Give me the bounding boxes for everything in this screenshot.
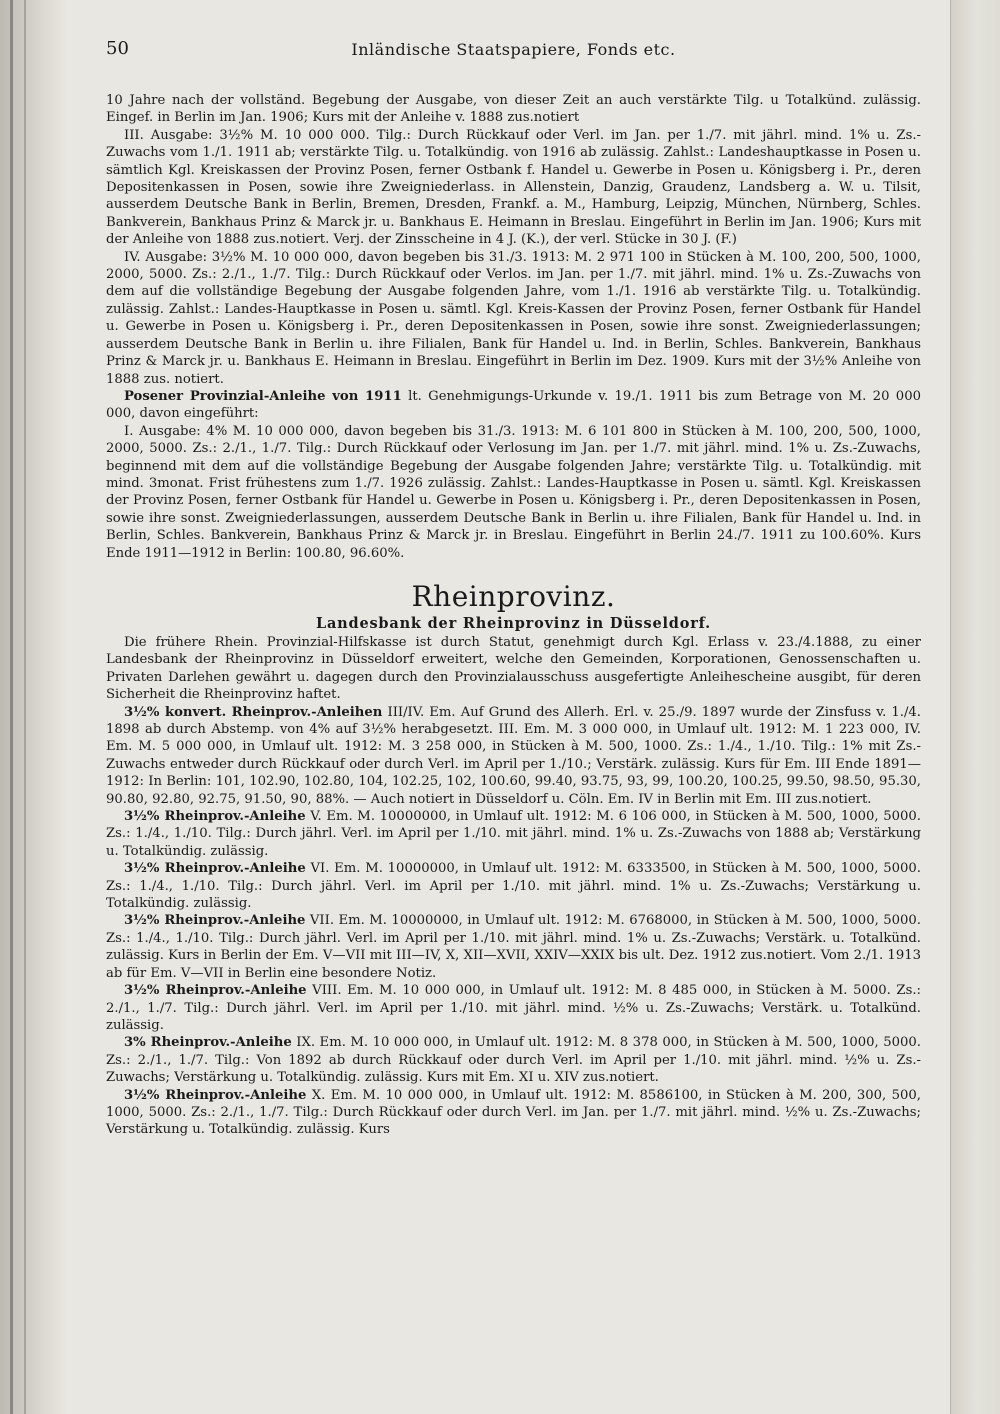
entry-lead: 3½% Rheinprov.-Anleihe (124, 861, 306, 877)
paragraph (106, 982, 921, 1034)
entry-lead: 3½% Rheinprov.-Anleihe (124, 983, 307, 999)
entry-text: lt. Genehmigungs-Urkunde v. 19./1. 1911 bis zum Betrage von M. 20 000 000, davon eingeführt: (106, 388, 921, 422)
paragraph (106, 1034, 921, 1086)
entry-text: VIII. Em. M. 10 000 000, in Umlauf ult. 1912: M. 8 485 000, in Stücken à M. 5000. Zs.: 2./1., 1./7. Tilg.: Durch jährl. Verl. im April per 1./10. mit jährl. mind. ½% u. Zs.-Zuwachs; Verstärk. u. Totalkünd. zulässig. (106, 983, 921, 1033)
paragraph (106, 912, 921, 982)
page-number: 50 (106, 38, 129, 59)
paragraph: I. Ausgabe: 4% M. 10 000 000, davon begeben bis 31./3. 1913: M. 6 101 800 in Stücken à M. 100, 200, 500, 1000, 2000, 5000. Zs.: 2./1., 1./7. Tilg.: Durch Rückkauf oder Verlosung im Jan. per 1./7. mit jährl. mind. 1% u. Zs.-Zuwachs, beginnend mit dem auf die vollständige Begebung der Ausgabe folgenden Jahre; verstärkte Tilg. u. Totalkündig. mit mind. 3monat. Frist frühestens zum 1./7. 1926 zulässig. Zahlst.: Landes-Hauptkasse in Posen u. sämtl. Kgl. Kreiskassen der Provinz Posen, ferner Ostbank für Handel u. Gewerbe in Posen u. Königsberg i. Pr., deren Depositenkassen in Posen, sowie ihre sonst. Zweigniederlassungen, ausserdem Deutsche Bank in Berlin u. ihre Filialen, Bank für Handel u. Ind. in Berlin, Schles. Bankverein, Bankhaus Prinz & Marck jr. in Breslau. Eingeführt in Berlin 24./7. 1911 zu 100.60%. Kurs Ende 1911—1912 in Berlin: 100.80, 96.60%. (106, 423, 921, 561)
entry-text: X. Em. M. 10 000 000, in Umlauf ult. 1912: M. 8586100, in Stücken à M. 200, 300, 500, 1000, 5000. Zs.: 2./1., 1./7. Tilg.: Durch Rückkauf oder durch Verl. im Jan. per 1./7. mit jährl. mind. ½% u. Zs.-Zuwachs; Verstärkung u. Totalkündig. zulässig. Kurs (106, 1087, 921, 1138)
entry-text: V. Em. M. 10000000, in Umlauf ult. 1912: M. 6 106 000, in Stücken à M. 500, 1000, 5000. Zs.: 1./4., 1./10. Tilg.: Durch jährl. Verl. im April per 1./10. mit jährl. mind. 1% u. Zs.-Zuwachs von 1888 ab; Verstärkung u. Totalkündig. zulässig. (106, 809, 921, 859)
entry-lead: 3½% Rheinprov.-Anleihe (124, 809, 306, 825)
section-subtitle: Landesbank der Rheinprovinz in Düsseldorf. (315, 614, 712, 632)
entry-text: VII. Em. M. 10000000, in Umlauf ult. 1912: M. 6768000, in Stücken à M. 500, 1000, 5000. Zs.: 1./4., 1./10. Tilg.: Durch jährl. Verl. im April per 1./10. mit jährl. mind. 1% u. Zs.-Zuwachs; Verstärk. u. Totalkünd. zulässig. Kurs in Berlin der Em. V—VII mit III—IV, X, XII—XVII, XXIV—XXIX bis ult. Dez. 1912 zus.notiert. Vom 2./1. 1913 ab für Em. V—VII in Berlin eine besondere Notiz. (106, 913, 921, 981)
paragraph (106, 808, 921, 860)
entry-lead: Posener Provinzial-Anleihe von 1911 (124, 388, 402, 404)
book-gutter (0, 0, 70, 1414)
section-body (106, 634, 921, 1139)
page (106, 0, 921, 1414)
paragraph (106, 860, 921, 912)
gutter-line (10, 0, 13, 1414)
paragraph: IV. Ausgabe: 3½% M. 10 000 000, davon begeben bis 31./3. 1913: M. 2 971 100 in Stücken à M. 100, 200, 500, 1000, 2000, 5000. Zs.: 2./1., 1./7. Tilg.: Durch Rückkauf oder Verlos. im Jan. per 1./7. mit jährl. mind. 1% u. Zs.-Zuwachs von dem auf die vollständige Begebung der Ausgabe folgenden Jahre, vom 1./1. 1916 ab verstärkte Tilg. u. Totalkündig. zulässig. Zahlst.: Landes-Hauptkasse in Posen u. sämtl. Kgl. Kreis-Kassen der Provinz Posen, ferner Ostbank für Handel u. Gewerbe in Posen u. Königsberg i. Pr., deren Depositenkassen in Posen, sowie ihre sonst. Zweigniederlassungen; ausserdem Deutsche Bank in Berlin u. ihre Filialen, Bank für Handel u. Ind. in Berlin, Schles. Bankverein, Bankhaus Prinz & Marck jr. u. Bankhaus E. Heimann in Breslau. Eingeführt in Berlin im Dez. 1909. Kurs mit der 3½% Anleihe von 1888 zus. notiert. (106, 249, 921, 387)
entry-text: III/IV. Em. Auf Grund des Allerh. Erl. v. 25./9. 1897 wurde der Zinsfuss v. 1./4. 1898 ab durch Abstemp. von 4% auf 3½% herabgesetzt. III. Em. M. 3 000 000, in Umlauf ult. 1912: M. 1 223 000, IV. Em. M. 5 000 000, in Umlauf ult. 1912: M. 3 258 000, in Stücken à M. 500, 1000. Zs.: 1./4., 1./10. Tilg.: 1% mit Zs.-Zuwachs entweder durch Rückkauf oder durch Verl. im April per 1./10.; Verstärk. zulässig. Kurs für Em. III Ende 1891—1912: In Berlin: 101, 102.90, 102.80, 104, 102.25, 102, 100.60, 99.40, 93.75, 93, 99, 100.20, 100.25, 99.50, 98.50, 95.30, 90.80, 92.80, 92.75, 91.50, 90, 88%. — Auch notiert in Düsseldorf u. Cöln. Em. IV in Berlin mit Em. III zus.notiert. (106, 704, 921, 807)
section-title: Rheinprovinz. (411, 579, 616, 613)
gutter-line (24, 0, 26, 1414)
entry-lead: 3% Rheinprov.-Anleihe (124, 1035, 292, 1051)
entry-text: IX. Em. M. 10 000 000, in Umlauf ult. 1912: M. 8 378 000, in Stücken à M. 500, 1000, 5000. Zs.: 2./1., 1./7. Tilg.: Von 1892 ab durch Rückkauf oder durch Verl. im April per 1./10. mit jährl. mind. ½% u. Zs.-Zuwachs; Verstärkung u. Totalkündig. zulässig. Kurs mit Em. XI u. XIV zus.notiert. (106, 1035, 921, 1086)
running-title: Inländische Staatspapiere, Fonds etc. (351, 40, 676, 59)
paragraph (106, 704, 921, 808)
entry-lead: 3½% konvert. Rheinprov.-Anleihen (124, 704, 383, 720)
paragraph: 10 Jahre nach der vollständ. Begebung der Ausgabe, von dieser Zeit an auch verstärkte Tilg. u Totalkünd. zulässig. Eingef. in Berlin im Jan. 1906; Kurs mit der Anleihe v. 1888 zus.notiert (106, 93, 921, 126)
page-header (106, 0, 921, 92)
facing-page-edge (950, 0, 1000, 1414)
text-body (106, 92, 921, 562)
entry-lead: 3½% Rheinprov.-Anleihe (124, 913, 306, 929)
entry-lead: 3½% Rheinprov.-Anleihe (124, 1087, 307, 1103)
paragraph (106, 388, 921, 423)
paragraph: Die frühere Rhein. Provinzial-Hilfskasse ist durch Statut, genehmigt durch Kgl. Erlass v. 23./4.1888, zu einer Landesbank der Rheinprovinz in Düsseldorf erweitert, welche den Gemeinden, Korporationen, Genossenschaften u. Privaten Darlehen gewährt u. dagegen durch den Provinzialausschuss ausgefertigte Anleihescheine ausgibt, für deren Sicherheit die Rheinprovinz haftet. (106, 634, 921, 703)
paragraph: III. Ausgabe: 3½% M. 10 000 000. Tilg.: Durch Rückkauf oder Verl. im Jan. per 1./7. mit jährl. mind. 1% u. Zs.-Zuwachs vom 1./1. 1911 ab; verstärkte Tilg. u. Totalkündig. von 1916 ab zulässig. Zahlst.: Landeshauptkasse in Posen u. sämtlich Kgl. Kreiskassen der Provinz Posen, ferner Ostbank f. Handel u. Gewerbe in Posen u. Königsberg i. Pr., deren Depositenkassen in Posen, sowie ihre Zweigniederlass. in Allenstein, Danzig, Graudenz, Landsberg a. W. u. Tilsit, ausserdem Deutsche Bank in Berlin, Bremen, Dresden, Frankf. a. M., Hamburg, Leipzig, München, Nürnberg, Schles. Bankverein, Bankhaus Prinz & Marck jr. u. Bankhaus E. Heimann in Breslau. Eingeführt in Berlin im Jan. 1906; Kurs mit der Anleihe von 1888 zus.notiert. Verj. der Zinsscheine in 4 J. (K.), der verl. Stücke in 30 J. (F.) (106, 127, 921, 248)
entry-text: VI. Em. M. 10000000, in Umlauf ult. 1912: M. 6333500, in Stücken à M. 500, 1000, 5000. Zs.: 1./4., 1./10. Tilg.: Durch jährl. Verl. im April per 1./10. mit jährl. mind. 1% u. Zs.-Zuwachs; Verstärkung u. Totalkündig. zulässig. (106, 861, 921, 912)
paragraph (106, 1087, 921, 1139)
